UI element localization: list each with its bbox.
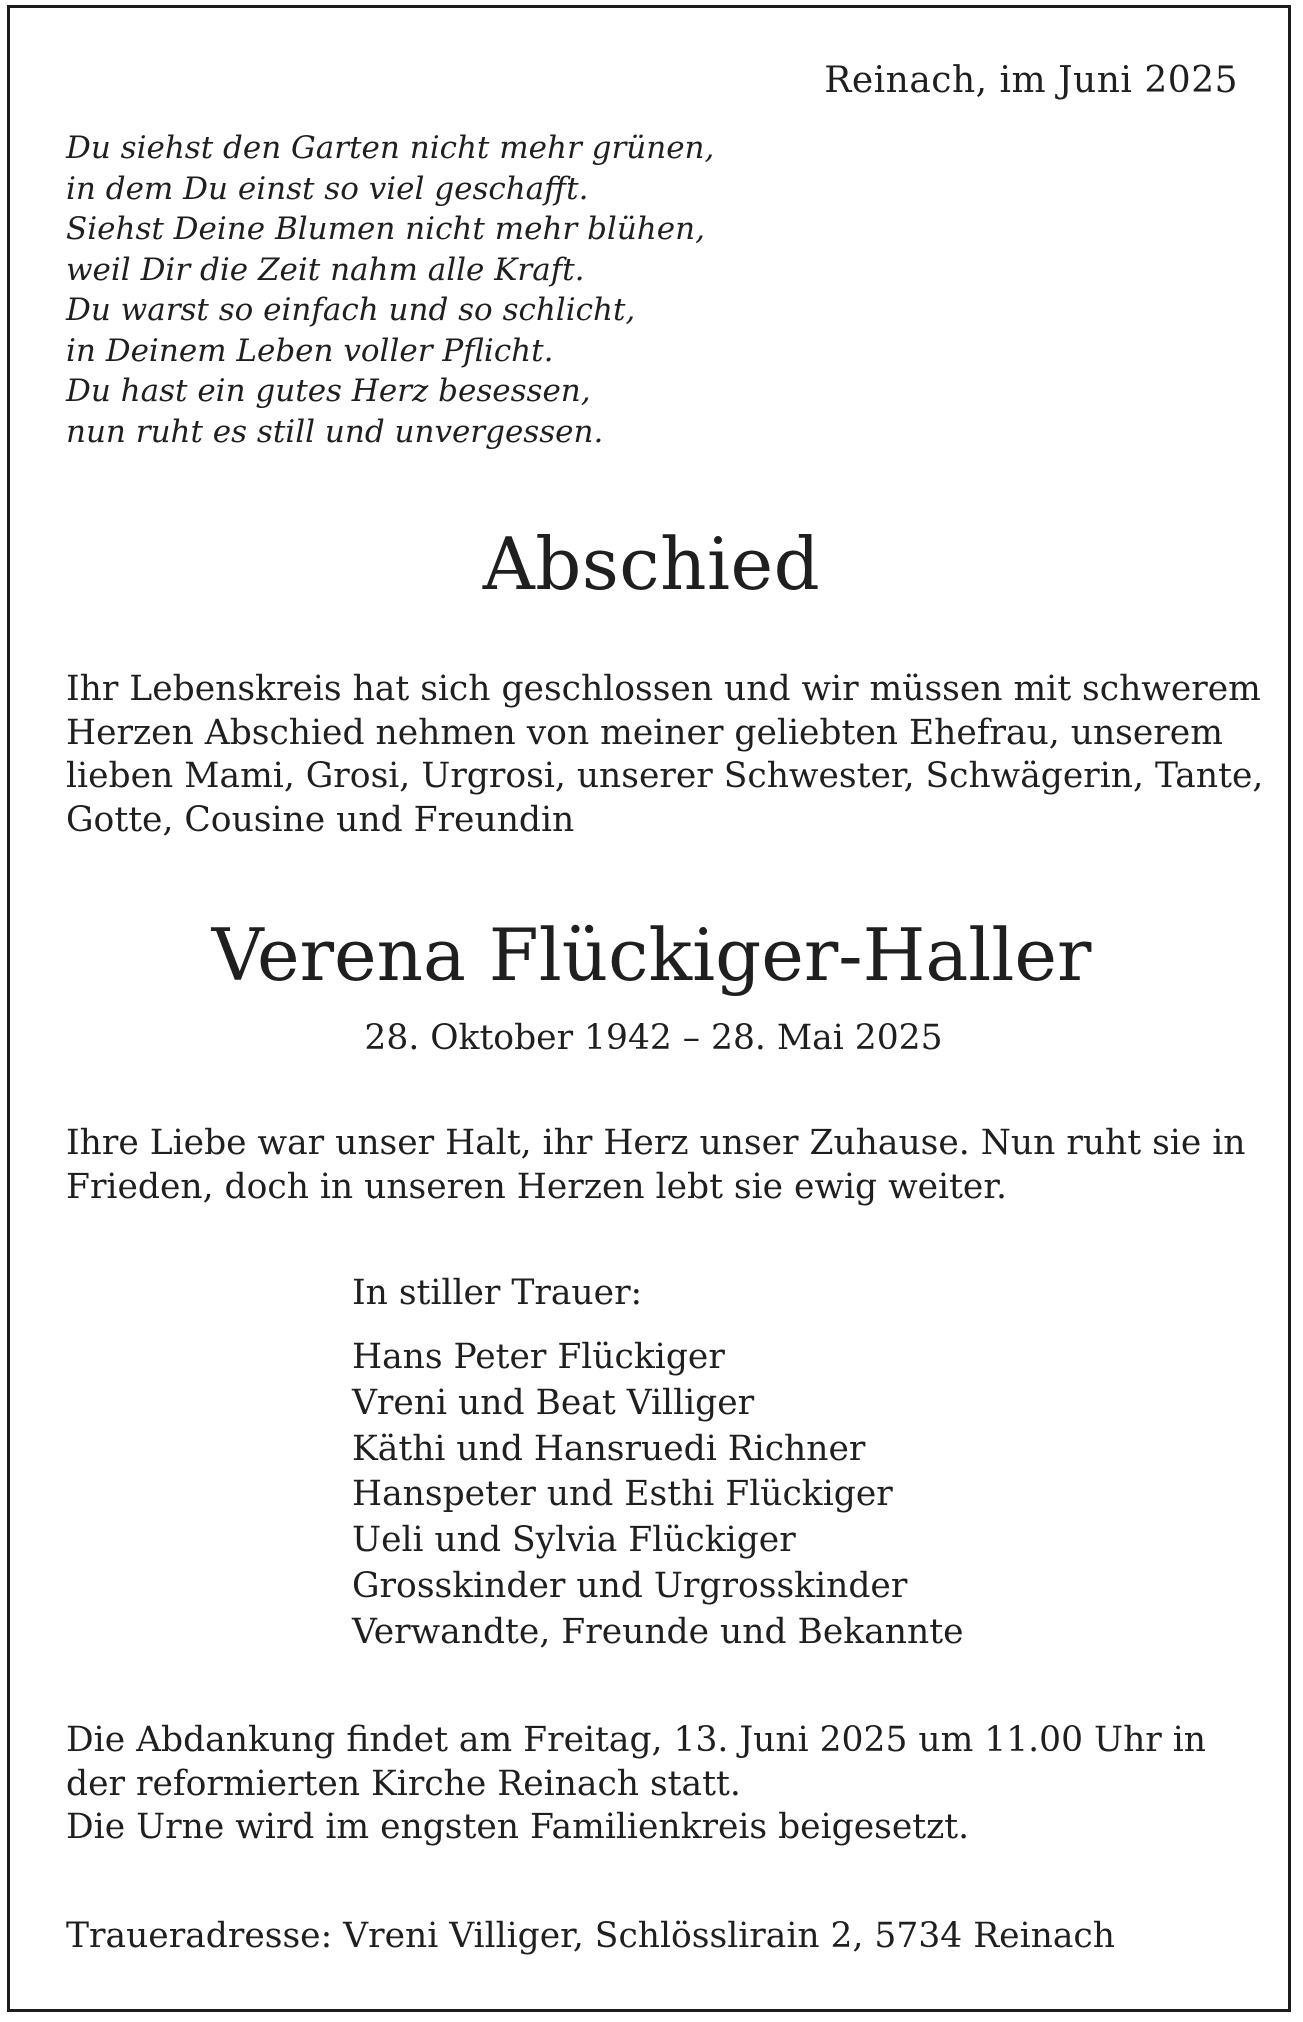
mourning-address: Traueradresse: Vreni Villiger, Schlösslirain 2, 5734 Reinach (66, 1916, 1115, 1956)
mourner-item: Grosskinder und Urgrosskinder (352, 1565, 908, 1606)
mourner-item: Hanspeter und Esthi Flückiger (352, 1474, 893, 1515)
mourner-item: Vreni und Beat Villiger (352, 1382, 755, 1423)
service-line: Die Urne wird im engsten Familienkreis beigesetzt. (66, 1807, 970, 1847)
poem-line: weil Dir die Zeit nahm alle Kraft. (66, 251, 585, 288)
heading: Abschied (482, 522, 821, 606)
mourner-item: Hans Peter Flückiger (352, 1337, 725, 1377)
love-line: Ihre Liebe war unser Halt, ihr Herz unser Zuhause. Nun ruht sie in (66, 1123, 1246, 1163)
service-line: der reformierten Kirche Reinach statt. (66, 1763, 741, 1804)
poem-line: Du hast ein gutes Herz besessen, (66, 373, 591, 409)
service-paragraph (66, 1719, 1206, 1850)
poem-line: in dem Du einst so viel geschafft. (66, 170, 589, 207)
poem-line: nun ruht es still und unvergessen. (66, 413, 604, 450)
poem (66, 128, 714, 452)
poem-line: Siehst Deine Blumen nicht mehr blühen, (66, 211, 705, 247)
intro-line: lieben Mami, Grosi, Urgrosi, unserer Schwester, Schwägerin, Tante, (66, 756, 1264, 796)
mourning-label: In stiller Trauer: (352, 1273, 643, 1313)
service-line: Die Abdankung findet am Freitag, 13. Juni 2025 um 11.00 Uhr in (66, 1720, 1206, 1760)
mourner-item: Ueli und Sylvia Flückiger (352, 1520, 796, 1561)
love-paragraph (66, 1122, 1245, 1209)
poem-line: in Deinem Leben voller Pflicht. (66, 332, 554, 369)
poem-line: Du warst so einfach und so schlicht, (66, 292, 636, 328)
mourners-list (352, 1335, 963, 1656)
love-line: Frieden, doch in unseren Herzen lebt sie ewig weiter. (66, 1166, 1008, 1207)
mourner-item: Käthi und Hansruedi Richner (352, 1428, 866, 1469)
mourner-item: Verwandte, Freunde und Bekannte (352, 1611, 964, 1652)
intro-line: Ihr Lebenskreis hat sich geschlossen und wir müssen mit schwerem (66, 669, 1261, 709)
intro-line: Herzen Abschied nehmen von meiner geliebten Ehefrau, unserem (66, 712, 1223, 753)
intro-paragraph (66, 668, 1263, 842)
poem-line: Du siehst den Garten nicht mehr grünen, (66, 130, 715, 166)
life-dates: 28. Oktober 1942 – 28. Mai 2025 (364, 1018, 943, 1058)
place-date: Reinach, im Juni 2025 (824, 60, 1238, 101)
intro-line: Gotte, Cousine und Freundin (66, 799, 575, 840)
deceased-name: Verena Flückiger-Haller (211, 913, 1092, 997)
